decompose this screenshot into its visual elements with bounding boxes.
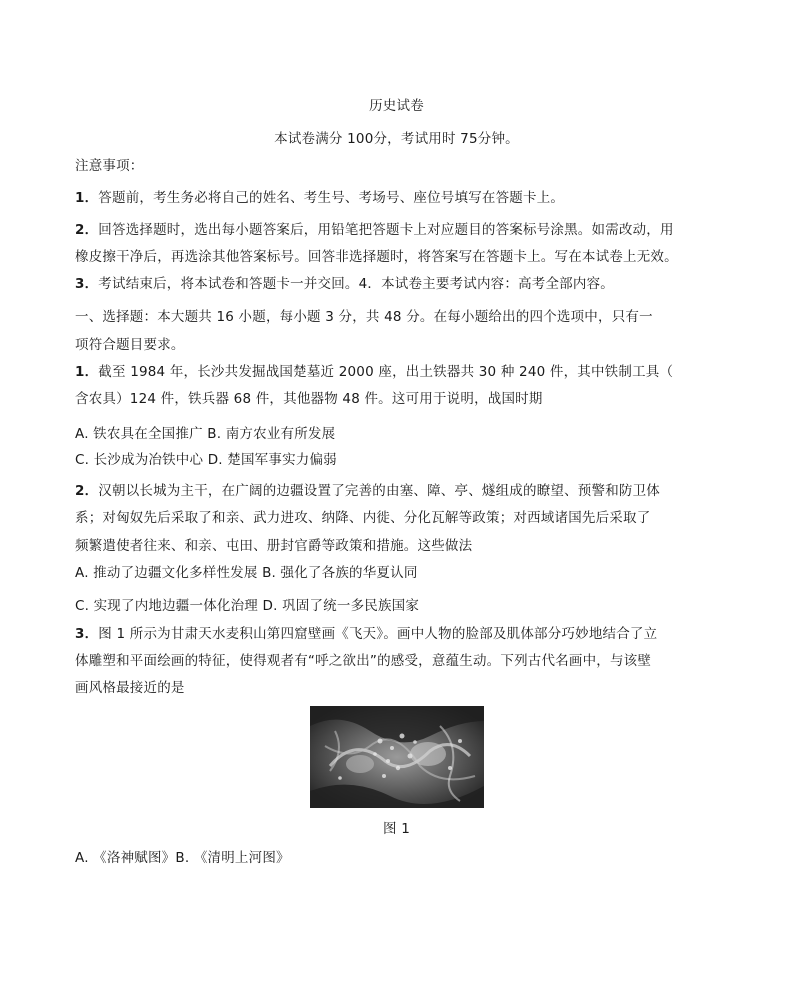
mural-illustration (310, 706, 484, 808)
q1-options-cd: C. 长沙成为冶铁中心 D. 楚国军事实力偏弱 (75, 452, 337, 468)
q1-number: 1． (75, 364, 99, 380)
section-heading-cont: 项符合题目要求。 (75, 337, 185, 353)
q2-options-cd: C. 实现了内地边疆一体化治理 D. 巩固了统一多民族国家 (75, 598, 420, 614)
q1-stem-cont: 含农具）124 件，铁兵器 68 件，其他器物 48 件。这可用于说明，战国时期 (75, 391, 543, 407)
notice-heading: 注意事项： (75, 158, 144, 174)
q2-stem-cont-2: 频繁遣使者往来、和亲、屯田、册封官爵等政策和措施。这些做法 (75, 538, 473, 554)
q2-number: 2． (75, 483, 99, 499)
figure-caption: 图 1 (383, 821, 410, 837)
q3-text: 图 1 所示为甘肃天水麦积山第四窟壁画《飞天》。画中人物的脸部及肌体部分巧妙地结合了立 (98, 626, 658, 642)
q2-stem (75, 482, 660, 500)
q2-options-ab: A. 推动了边疆文化多样性发展 B. 强化了各族的华夏认同 (75, 565, 418, 581)
q1-text: 截至 1984 年，长沙共发掘战国楚墓近 2000 座，出土铁器共 30 种 240 件，其中铁制工具（ (98, 364, 674, 380)
q3-stem-cont-2: 画风格最接近的是 (75, 680, 185, 696)
notice-item-2 (75, 221, 674, 239)
exam-title: 历史试卷 (369, 98, 424, 114)
notice-item-text: 考试结束后，将本试卷和答题卡一并交回。4．本试卷主要考试内容：高考全部内容。 (98, 276, 614, 292)
q3-options-ab: A. 《洛神赋图》B. 《清明上河图》 (75, 850, 290, 866)
q2-stem-cont-1: 系；对匈奴先后采取了和亲、武力进攻、纳降、内徙、分化瓦解等政策；对西域诸国先后采取了 (75, 510, 651, 526)
q3-stem (75, 625, 657, 643)
notice-item-text: 答题前，考生务必将自己的姓名、考生号、考场号、座位号填写在答题卡上。 (98, 190, 565, 206)
notice-item-number: 1． (75, 190, 99, 206)
notice-item-number: 2． (75, 222, 99, 238)
q2-text: 汉朝以长城为主干，在广阔的边疆设置了完善的由塞、障、亭、燧组成的瞭望、预警和防卫体 (98, 483, 660, 499)
q3-stem-cont-1: 体雕塑和平面绘画的特征，使得观者有“呼之欲出”的感受，意蕴生动。下列古代名画中，与该壁 (75, 653, 652, 669)
section-heading: 一、选择题：本大题共 16 小题，每小题 3 分，共 48 分。在每小题给出的四个选项中，只有一 (75, 309, 653, 325)
exam-subtitle: 本试卷满分 100分，考试用时 75分钟。 (274, 131, 519, 147)
notice-item-3 (75, 275, 614, 293)
notice-item-text: 橡皮擦干净后，再选涂其他答案标号。回答非选择题时，将答案写在答题卡上。写在本试卷上无效。 (75, 249, 678, 265)
q3-number: 3． (75, 626, 99, 642)
flying-apsaras-mural-image (310, 706, 484, 808)
notice-item-text: 回答选择题时，选出每小题答案后，用铅笔把答题卡上对应题目的答案标号涂黑。如需改动，用 (98, 222, 674, 238)
notice-item-number: 3． (75, 276, 99, 292)
notice-item-1 (75, 189, 564, 207)
q1-options-ab: A. 铁农具在全国推广 B. 南方农业有所发展 (75, 426, 336, 442)
notice-item-2-cont (75, 248, 678, 266)
q1-stem (75, 363, 673, 381)
